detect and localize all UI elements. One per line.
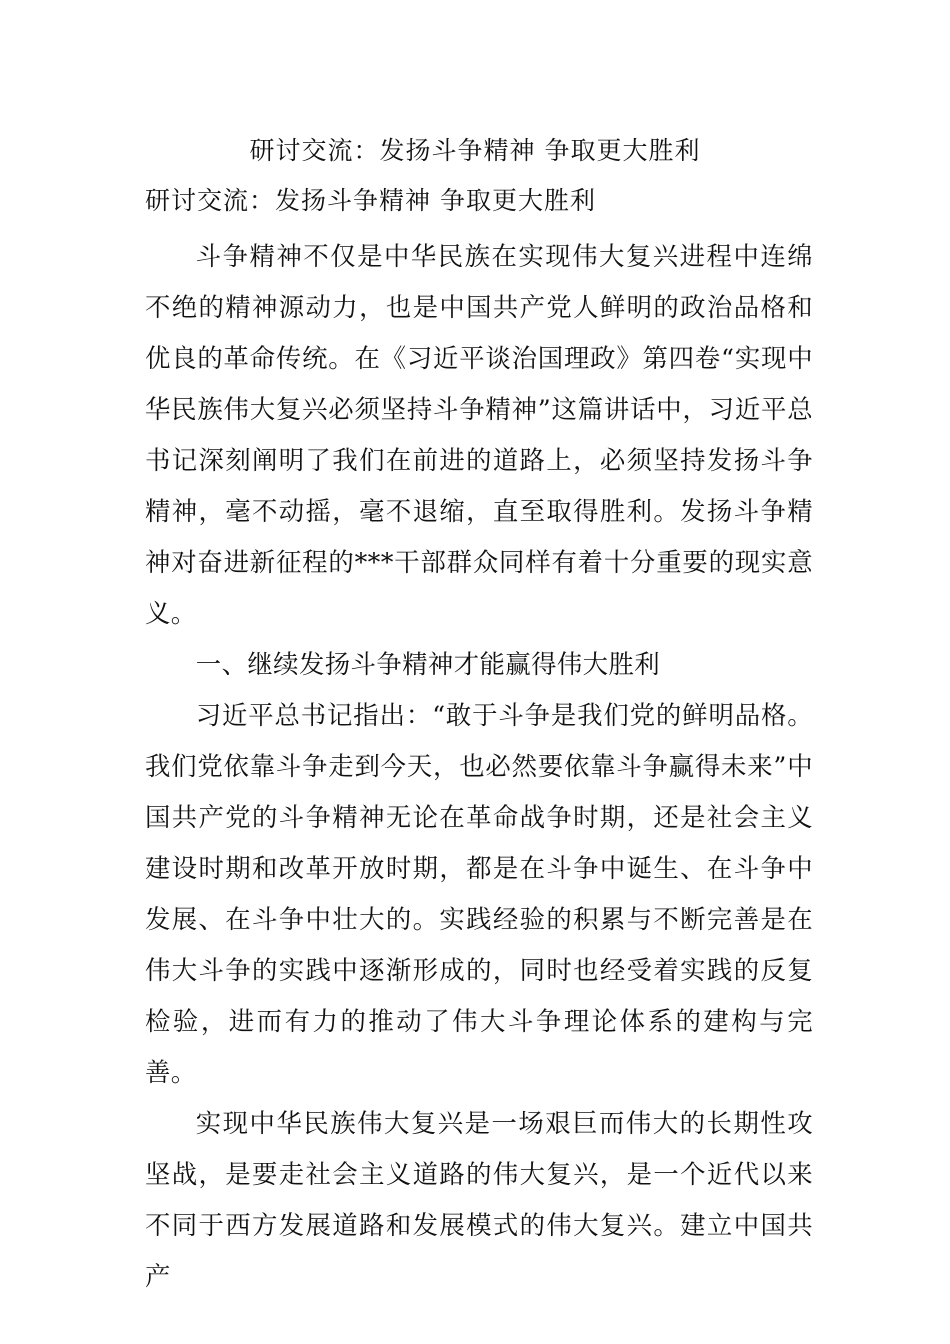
paragraph-intro: 斗争精神不仅是中华民族在实现伟大复兴进程中连绵不绝的精神源动力，也是中国共产党人鲜明的政治品格和优良的革命传统。在《习近平谈治国理政》第四卷“实现中华民族伟大复兴必须坚持斗争精神”这篇讲话中，习近平总书记深刻阐明了我们在前进的道路上，必须坚持发扬斗争精神，毫不动摇，毫不退缩，直至取得胜利。发扬斗争精神对奋进新征程的***干部群众同样有着十分重要的现实意义。 [145, 241, 813, 628]
document-subtitle: 研讨交流：发扬斗争精神 争取更大胜利 [145, 186, 596, 215]
document-body [145, 231, 813, 1302]
section-heading-1: 一、继续发扬斗争精神才能赢得伟大胜利 [195, 649, 661, 679]
paragraph-section-1: 习近平总书记指出：“敢于斗争是我们党的鲜明品格。我们党依靠斗争走到今天，也必然要依靠斗争赢得未来”中国共产党的斗争精神无论在革命战争时期，还是社会主义建设时期和改革开放时期，都是在斗争中诞生、在斗争中发展、在斗争中壮大的。实践经验的积累与不断完善是在伟大斗争的实践中逐渐形成的，同时也经受着实践的反复检验，进而有力的推动了伟大斗争理论体系的建构与完善。 [145, 700, 813, 1087]
paragraph-section-1-continued: 实现中华民族伟大复兴是一场艰巨而伟大的长期性攻坚战，是要走社会主义道路的伟大复兴，是一个近代以来不同于西方发展道路和发展模式的伟大复兴。建立中国共产 [145, 1108, 813, 1291]
document-title: 研讨交流：发扬斗争精神 争取更大胜利 [249, 136, 701, 165]
